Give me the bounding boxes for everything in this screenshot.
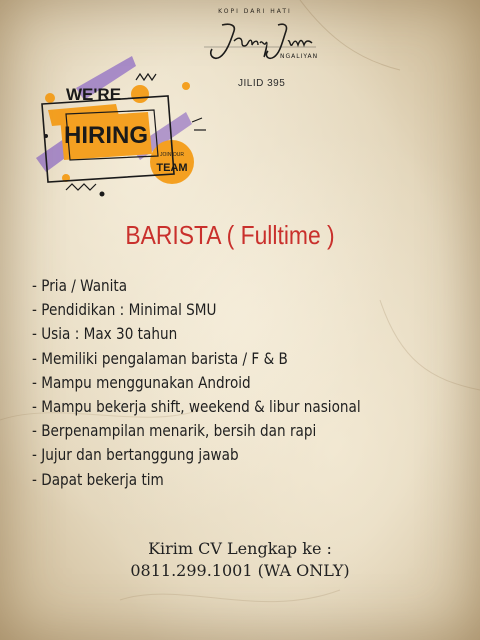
requirement-item: - Pendidikan : Minimal SMU [32, 300, 217, 320]
requirements-list [32, 276, 419, 494]
join-our-text: JOIN OUR [160, 152, 184, 158]
job-title: BARISTA ( Fulltime ) [125, 220, 335, 250]
hiring-badge [36, 48, 212, 198]
contact-info [100, 538, 380, 582]
requirement-item: - Memiliki pengalaman barista / F & B [32, 348, 288, 368]
hiring-text: HIRING [64, 122, 148, 149]
were-text: WE'RE [66, 85, 122, 104]
contact-instruction: Kirim CV Lengkap ke : [148, 539, 332, 558]
requirement-item: - Pria / Wanita [32, 276, 128, 295]
edition-label: JILID 395 [238, 78, 286, 89]
requirement-item: - Berpenampilan menarik, bersih dan rapi [32, 421, 317, 441]
requirement-item: - Usia : Max 30 tahun [32, 324, 178, 344]
requirement-item: - Mampu bekerja shift, weekend & libur nasional [32, 396, 361, 416]
brand-subtitle: NGALIYAN [280, 53, 319, 60]
requirement-item: - Mampu menggunakan Android [32, 372, 251, 392]
team-text: TEAM [156, 162, 188, 174]
contact-phone: 0811.299.1001 (WA ONLY) [130, 561, 350, 580]
requirement-item: - Dapat bekerja tim [32, 469, 164, 489]
brand-tagline: KOPI DARI HATI [218, 8, 292, 15]
requirement-item: - Jujur dan bertanggung jawab [32, 445, 239, 465]
